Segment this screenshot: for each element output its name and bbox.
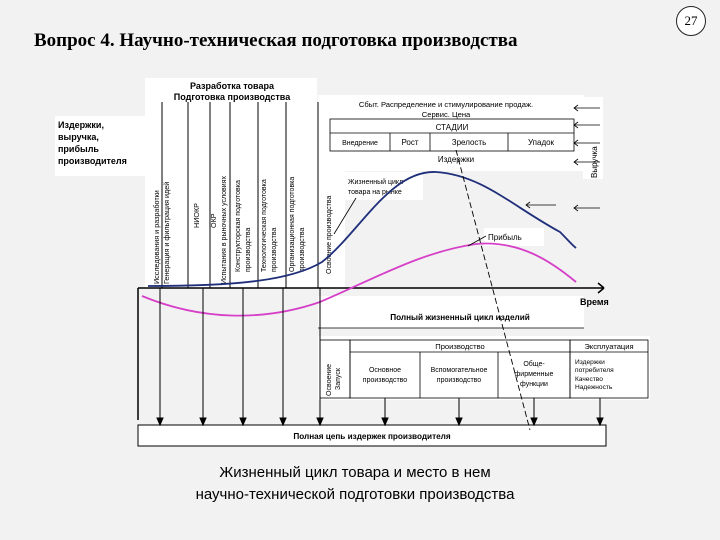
lifecycle-label-line1: Жизненный цикл: [348, 179, 404, 186]
full-lifecycle-panel: [318, 296, 584, 328]
production-label: Производство: [435, 342, 485, 351]
caption-line1: Жизненный цикл товара и место в нем: [219, 464, 491, 481]
y-label-line2: выручка,: [58, 132, 99, 142]
page-number-badge: 27: [676, 6, 706, 36]
caption-line2: научно-технической подготовки производства: [195, 486, 515, 503]
stage-tech-label2: производства: [271, 227, 278, 272]
stages-label: СТАДИИ: [435, 123, 469, 132]
exploitation-item2: потребителя: [575, 367, 614, 374]
stage-introduction: Внедрение: [342, 140, 378, 147]
stage-ideas-label: Генерация и фильтрация идей: [162, 181, 171, 284]
aux-production-line1: Вспомогательное: [430, 367, 488, 374]
stage-design-label2: производства: [245, 227, 252, 272]
stage-org-label2: производства: [299, 227, 306, 272]
full-lifecycle-label: Полный жизненный цикл изделий: [390, 313, 530, 322]
exploitation-item3: Качество: [575, 376, 603, 383]
lifecycle-label-line2: товара на рынке: [348, 189, 402, 196]
slide-title: Вопрос 4. Научно-техническая подготовка производства: [34, 30, 518, 51]
aux-production-line2: производство: [436, 377, 482, 384]
revenue-label: Выручка: [590, 146, 599, 178]
stage-testing-label: Испытания в рыночных условиях: [221, 176, 228, 284]
y-label-line1: Издержки,: [58, 120, 104, 130]
stage-research-label: Исследования и разработки: [152, 190, 161, 284]
top-box-line1: Сбыт. Распределение и стимулирование продаж.: [358, 100, 534, 109]
full-chain-label: Полная цепь издержек производителя: [293, 432, 451, 441]
stage-mastering-label: Освоение производства: [326, 195, 333, 274]
mastering-label-line1: Освоение: [326, 363, 333, 396]
profit-label: Прибыль: [488, 233, 522, 242]
y-label-line3: прибыль: [58, 144, 99, 154]
stage-tech-label1: Технологическая подготовка: [261, 179, 268, 272]
stage-okr-label: ОКР: [209, 213, 218, 228]
time-label: Время: [580, 297, 609, 307]
stage-niokr-label: НИОКР: [192, 203, 201, 228]
costs-label: Издержки: [437, 155, 475, 164]
exploitation-item1: Издержки: [575, 359, 605, 366]
stage-decline: Упадок: [527, 138, 555, 147]
exploitation-item4: Надежность: [575, 384, 613, 391]
y-label-line4: производителя: [58, 156, 127, 166]
main-production-line1: Основное: [368, 367, 402, 374]
general-functions-line2: фирменные: [514, 371, 554, 378]
dev-header-line2: Подготовка производства: [173, 92, 291, 102]
stage-growth: Рост: [401, 138, 419, 147]
stage-design-label1: Конструкторская подготовка: [235, 180, 242, 272]
mastering-label-line2: Запуск: [335, 368, 342, 390]
exploitation-label: Эксплуатация: [584, 342, 634, 351]
stage-maturity: Зрелость: [451, 138, 487, 147]
general-functions-line1: Обще-: [523, 361, 545, 368]
general-functions-line3: функции: [520, 381, 548, 388]
dev-header-line1: Разработка товара: [190, 81, 274, 91]
top-box-line2: Сервис. Цена: [421, 110, 471, 119]
stage-org-label1: Организационная подготовка: [289, 176, 296, 272]
main-production-line2: производство: [362, 377, 408, 384]
